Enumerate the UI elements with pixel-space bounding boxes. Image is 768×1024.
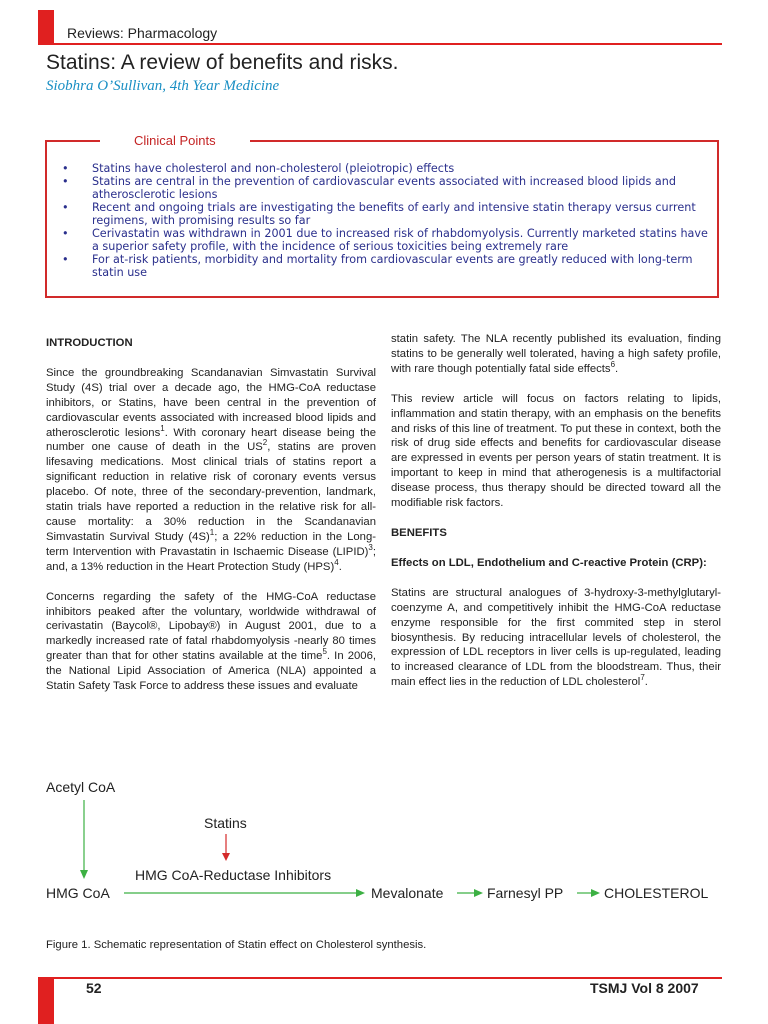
intro-paragraph-2: Concerns regarding the safety of the HMG-CoA reductase inhibitors peaked after the voluntary, worldwide withdrawal of cerivastatin (Baycol®, Lipobay®) in August 2001, due to a markedly increased rate of fatal rhabdomyolysis -nearly 80 times greater than that for other statins available at the time$^5$. In 2006, the National Lipid Association of America (NLA) appointed a Statin Safety Task Force to address these issues and evaluate [46, 590, 376, 693]
citation: 7 [640, 673, 645, 683]
citation: 2 [262, 438, 268, 448]
intro-paragraph-3: statin safety. The NLA recently published its evaluation, finding statins to be generally well tolerated, having a high safety profile, with rare though potentially fatal side effects$^6$. [391, 333, 721, 375]
citation: 5 [322, 647, 327, 657]
figure-caption: Figure 1. Schematic representation of Statin effect on Cholesterol synthesis. [46, 939, 427, 951]
citation: 6 [610, 360, 616, 370]
article-title: Statins: A review of benefits and risks. [46, 51, 399, 74]
page-number: 52 [86, 980, 102, 996]
citation: 1 [209, 528, 215, 538]
hmg-to-mevalonate-arrowhead [356, 889, 365, 897]
section-label: Reviews: Pharmacology [67, 25, 218, 41]
clinical-points-title: Clinical Points [134, 133, 216, 148]
farnesyl-label: Farnesyl PP [487, 885, 564, 901]
journal-citation: TSMJ Vol 8 2007 [590, 980, 699, 996]
benefits-heading: BENEFITS [391, 526, 447, 539]
citation: 3 [368, 543, 373, 553]
intro-paragraph-4: This review article will focus on factors relating to lipids, inflammation and statin therapy, with an emphasis on the benefits and risks of this line of treatment. To put these in context, both the risk of drug side effects and benefits for cardiovascular disease are expressed in events per person years of statin treatment. It is important to keep in mind that atherogenesis is a multifactorial disease process, thus therapy should be directed toward all the modifiable risk factors. [391, 392, 721, 510]
article-author: Siobhra O’Sullivan, 4th Year Medicine [46, 78, 280, 94]
footer-rule [38, 977, 722, 979]
intro-paragraph-1: Since the groundbreaking Scandanavian Simvastatin Survival Study (4S) trial over a decade ago, the HMG-CoA reductase inhibitors, or Statins, have been central in the prevention of cardiovascular events associated with increased blood lipids and atherosclerotic lesions$^1$. With coronary heart disease being the number one cause of death in the $US^2$, statins are proven lifesaving medications. Most clinical trials of statins report a significant reduction in relative risk of coronary events versus placebo. Of note, three of the secondary-prevention, landmark, statin trials have reported a reduction in the relative risk for all-cause mortality: a 30% reduction in the Scandanavian Simvastatin Survival Study $(4S)^1$; a 22% reduction in the Long-term Intervention with Pravastatin in Ischaemic Disease (LIPID)$^3$; and, a 13% reduction in the Heart Protection Study (HPS)$^4$. [46, 366, 377, 573]
citation: 1 [160, 423, 165, 433]
benefits-subheading: Effects on LDL, Endothelium and C-reactive Protein (CRP): [391, 556, 707, 569]
clinical-point: • Recent and ongoing trials are investigating the benefits of early and intensive statin therapy versus current regimens, with promising results so far [62, 201, 710, 227]
inhibitors-label: HMG CoA-Reductase Inhibitors [135, 867, 332, 883]
benefits-paragraph: Statins are structural analogues of 3-hydroxy-3-methylglutaryl-coenzyme A, and competitively inhibit the HMG-CoA reductase enzyme responsible for the first commited step in sterol biosynthesis. By reducing intracellular levels of cholesterol, the expression of LDL receptors in liver cells is up-regulated, leading to increased clearance of LDL from the bloodstream. Thus, their main effect lies in the reduction of LDL cholesterol$^7$. [391, 586, 721, 689]
farnesyl-to-cholesterol-arrowhead [591, 889, 600, 897]
acetyl-to-hmg-arrowhead [80, 870, 88, 879]
mevalonate-label: Mevalonate [371, 885, 444, 901]
hmg-coa-label: HMG CoA [46, 885, 110, 901]
clinical-point: • Statins have cholesterol and non-cholesterol (pleiotropic) effects [62, 162, 710, 175]
footer-accent-block [38, 977, 54, 1024]
introduction-heading: INTRODUCTION [46, 337, 133, 349]
clinical-point: • Cerivastatin was withdrawn in 2001 due to increased risk of rhabdomyolysis. Currently marketed statins have a superior safety profile, with the incidence of serious toxicities being extremely rare [62, 227, 710, 253]
citation: 4 [334, 557, 339, 567]
acetyl-coa-label: Acetyl CoA [46, 779, 116, 795]
mevalonate-to-farnesyl-arrowhead [474, 889, 483, 897]
statins-label: Statins [204, 815, 247, 831]
clinical-point: • Statins are central in the prevention of cardiovascular events associated with increased blood lipids and atherosclerotic lesions [62, 175, 710, 201]
statins-inhibit-arrowhead [222, 853, 230, 861]
cholesterol-label: CHOLESTEROL [604, 885, 709, 901]
clinical-point: • For at-risk patients, morbidity and mortality from cardiovascular events are greatly reduced with long-term statin use [62, 253, 710, 279]
